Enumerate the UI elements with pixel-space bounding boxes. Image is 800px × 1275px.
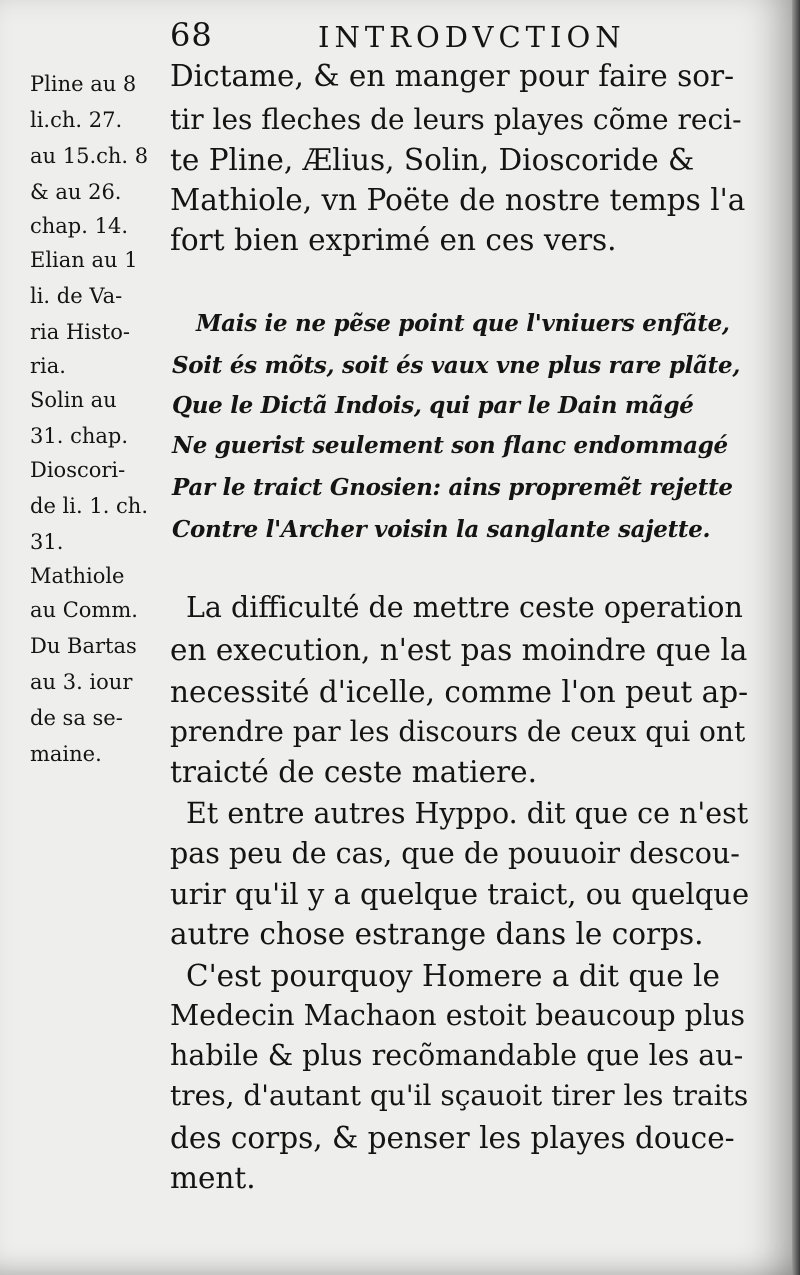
margin-note-line: Du Bartas xyxy=(30,634,137,658)
text-line: te Pline, Ælius, Solin, Dioscoride & xyxy=(170,143,695,177)
text-line: en execution, n'est pas moindre que la xyxy=(170,633,748,667)
margin-note-line: ria Histo- xyxy=(30,320,130,344)
margin-note-line: Pline au 8 xyxy=(30,72,137,96)
text-line: C'est pourquoy Homere a dit que le xyxy=(186,959,720,993)
margin-note-line: li. de Va- xyxy=(30,284,123,308)
text-line: La difficulté de mettre ceste operation xyxy=(186,591,743,624)
margin-note-line: Elian au 1 xyxy=(30,248,138,272)
text-line: prendre par les discours de ceux qui ont xyxy=(170,715,746,748)
text-line: Medecin Machaon estoit beaucoup plus xyxy=(170,999,746,1032)
margin-note-line: li.ch. 27. xyxy=(30,108,123,132)
margin-note-line: au 15.ch. 8 xyxy=(30,144,149,168)
running-head: INTRODVCTION xyxy=(318,20,626,54)
margin-note-line: de li. 1. ch. xyxy=(30,494,149,518)
page-header xyxy=(0,14,792,64)
text-line: autre chose estrange dans le corps. xyxy=(170,917,704,951)
margin-note-line: Solin au xyxy=(30,388,117,412)
page-number: 68 xyxy=(170,16,213,54)
text-line: des corps, & penser les playes douce- xyxy=(170,1121,735,1155)
text-line: ment. xyxy=(170,1161,256,1195)
text-line: tres, d'autant qu'il sçauoit tirer les traits xyxy=(170,1079,749,1112)
margin-note-line: Mathiole xyxy=(30,564,125,588)
margin-note-line: Dioscori- xyxy=(30,458,126,482)
verse-line: Que le Dictã Indois, qui par le Dain mãgé xyxy=(172,392,694,419)
margin-note-line: au Comm. xyxy=(30,598,138,622)
margin-note-line: 31. xyxy=(30,530,64,554)
margin-note-line: maine. xyxy=(30,742,102,766)
margin-note-line: 31. chap. xyxy=(30,424,128,448)
verse-line: Soit és mõts, soit és vaux vne plus rare plãte, xyxy=(172,352,741,379)
text-line: Dictame, & en manger pour faire sor- xyxy=(170,59,735,93)
text-line: traicté de ceste matiere. xyxy=(170,755,537,789)
text-line: Et entre autres Hyppo. dit que ce n'est xyxy=(186,797,749,830)
margin-note-line: de sa se- xyxy=(30,706,123,730)
margin-note-line: au 3. iour xyxy=(30,670,133,694)
text-line: urir qu'il y a quelque traict, ou quelque xyxy=(170,877,750,911)
text-line: pas peu de cas, que de pouuoir descou- xyxy=(170,837,740,870)
margin-note-line: ria. xyxy=(30,354,66,378)
book-edge xyxy=(792,0,800,1275)
text-line: fort bien exprimé en ces vers. xyxy=(170,223,617,257)
verse-line: Ne guerist seulement son flanc endommagé xyxy=(172,432,728,459)
text-line: habile & plus recõmandable que les au- xyxy=(170,1039,744,1072)
text-line: tir les fleches de leurs playes cõme reci- xyxy=(170,103,742,136)
text-line: necessité d'icelle, comme l'on peut ap- xyxy=(170,675,749,709)
verse-line: Par le traict Gnosien: ains propremẽt rejette xyxy=(172,474,733,501)
text-line: Mathiole, vn Poëte de nostre temps l'a xyxy=(170,183,746,217)
verse-line: Mais ie ne pẽse point que l'vniuers enfãte, xyxy=(196,310,730,337)
margin-note-line: & au 26. xyxy=(30,180,122,204)
verse-line: Contre l'Archer voisin la sanglante sajette. xyxy=(172,516,711,543)
margin-note-line: chap. 14. xyxy=(30,214,128,238)
